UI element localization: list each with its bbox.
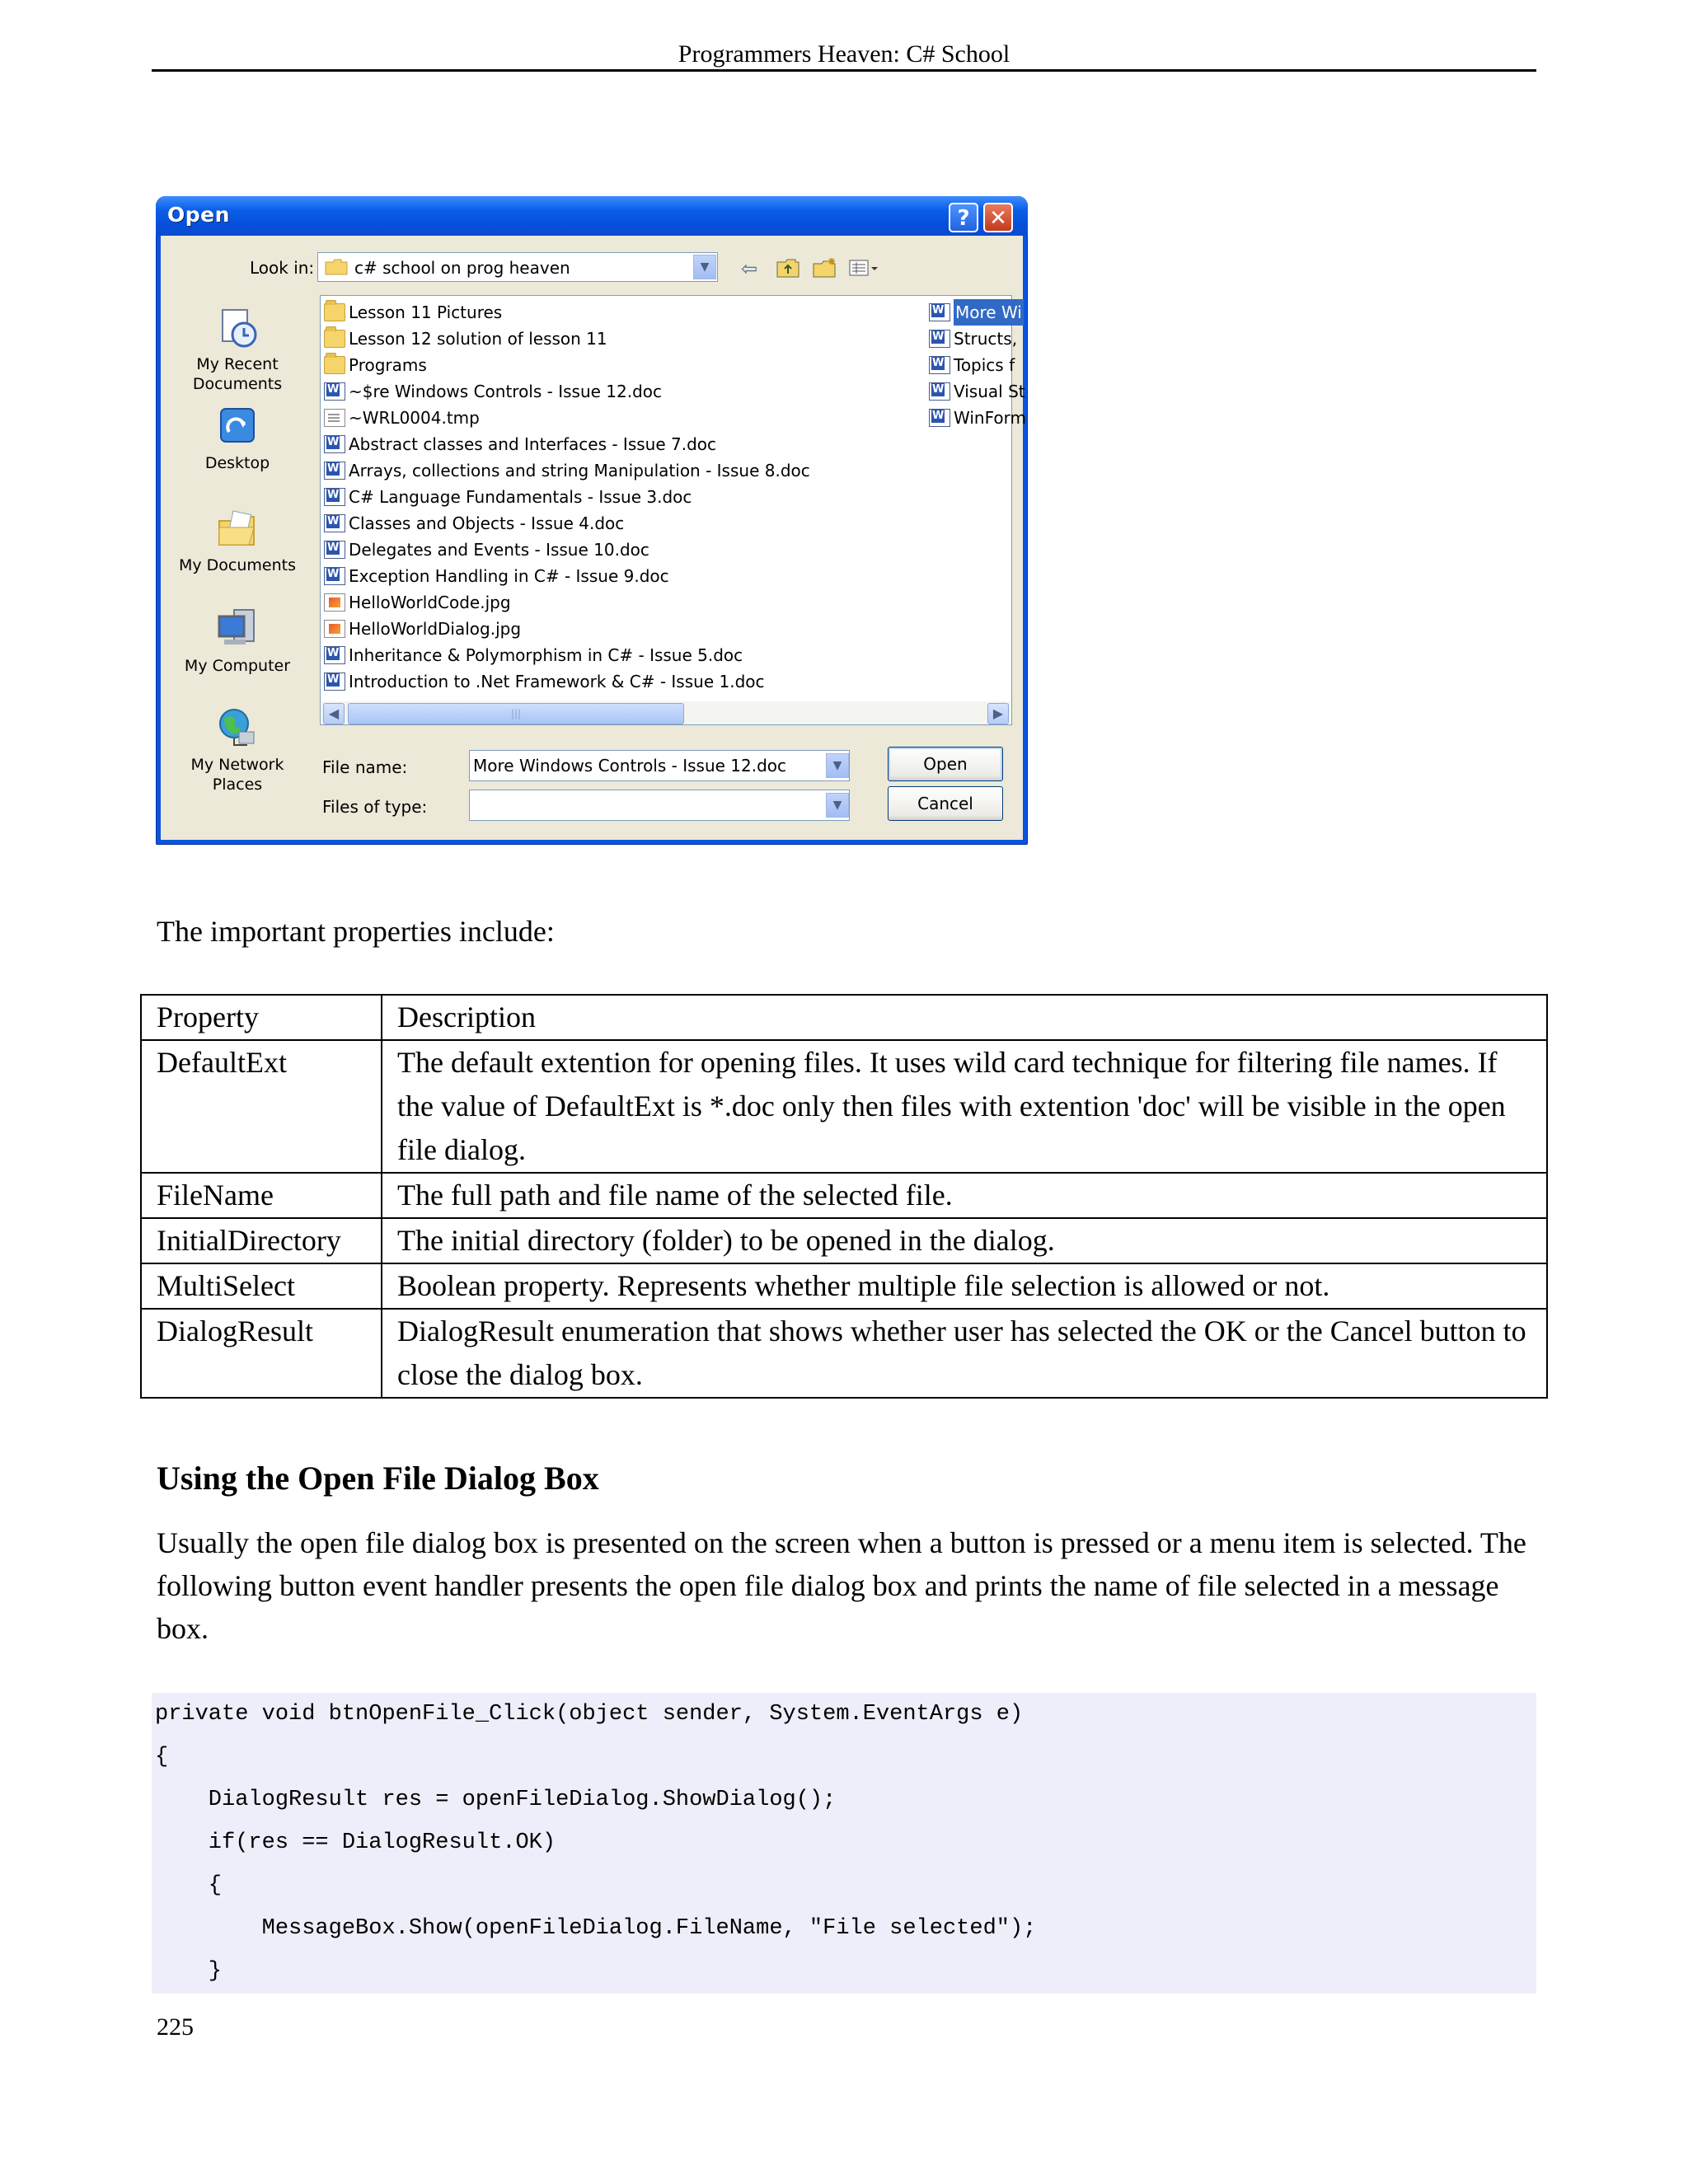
look-in-value: c# school on prog heaven xyxy=(354,258,570,278)
word-doc-icon xyxy=(324,673,345,691)
new-folder-icon[interactable] xyxy=(812,257,837,284)
file-list-item[interactable] xyxy=(324,642,743,668)
word-doc-icon xyxy=(929,330,950,348)
file-name-text: Arrays, collections and string Manipulation - Issue 8.doc xyxy=(349,461,810,480)
chevron-down-icon[interactable]: ▼ xyxy=(826,793,849,818)
property-name-cell: DialogResult xyxy=(141,1309,382,1398)
open-button[interactable]: Open xyxy=(888,747,1003,781)
code-line: MessageBox.Show(openFileDialog.FileName, "File selected"); xyxy=(155,1916,1037,1941)
views-menu-icon[interactable] xyxy=(848,257,879,284)
place-label: My Documents xyxy=(178,556,296,574)
help-button[interactable]: ? xyxy=(949,203,978,232)
file-name-text: Visual St xyxy=(954,382,1025,401)
code-line: private void btnOpenFile_Click(object sender, System.EventArgs e) xyxy=(155,1702,1024,1727)
dialog-body xyxy=(161,236,1026,840)
property-name-cell: FileName xyxy=(141,1173,382,1218)
table-row xyxy=(141,1218,1547,1263)
place-label: Desktop xyxy=(204,454,270,472)
word-doc-icon xyxy=(324,488,345,506)
property-description-cell: Boolean property. Represents whether multiple file selection is allowed or not. xyxy=(382,1263,1547,1309)
running-header: Programmers Heaven: C# School xyxy=(678,40,1010,68)
network-globe-icon xyxy=(214,705,260,752)
file-name-text: Structs, xyxy=(954,329,1018,349)
file-list-item[interactable] xyxy=(929,378,1025,405)
table-header-cell: Property xyxy=(141,995,382,1040)
usage-paragraph: Usually the open file dialog box is presented on the screen when a button is pressed or a menu item is selected. The following button event handler presents the open file dialog box and prints the name of file selected in a message box. xyxy=(157,1526,1526,1645)
file-list-item[interactable] xyxy=(324,326,607,352)
property-description-cell: The full path and file name of the selected file. xyxy=(382,1173,1547,1218)
places-my-computer[interactable] xyxy=(176,607,299,676)
jpg-image-icon xyxy=(324,593,345,612)
dialog-titlebar xyxy=(156,196,1028,236)
file-name-text: HelloWorldDialog.jpg xyxy=(349,619,522,639)
file-list-item[interactable] xyxy=(324,589,511,616)
selected-file-name: More Wi xyxy=(954,299,1024,326)
file-name-text: HelloWorldCode.jpg xyxy=(349,593,511,612)
file-list-item[interactable] xyxy=(929,405,1026,431)
folder-icon xyxy=(324,303,345,321)
property-name-cell: DefaultExt xyxy=(141,1040,382,1173)
word-doc-icon xyxy=(929,409,950,427)
word-doc-icon xyxy=(324,646,345,664)
table-header-row xyxy=(141,995,1547,1040)
look-in-label: Look in: xyxy=(250,258,315,278)
header-rule xyxy=(152,69,1536,72)
word-doc-icon xyxy=(324,514,345,532)
file-list-item[interactable] xyxy=(324,510,624,537)
word-doc-icon xyxy=(929,303,950,321)
file-name-text: Lesson 11 Pictures xyxy=(349,302,503,322)
place-label: My Network Places xyxy=(190,756,284,794)
file-list-item[interactable] xyxy=(324,352,427,378)
file-name-text: C# Language Fundamentals - Issue 3.doc xyxy=(349,487,692,507)
code-line: { xyxy=(155,1873,223,1898)
file-name-text: Lesson 12 solution of lesson 11 xyxy=(349,329,607,349)
code-line: DialogResult res = openFileDialog.ShowDialog(); xyxy=(155,1788,837,1812)
property-name-cell: MultiSelect xyxy=(141,1263,382,1309)
code-block xyxy=(152,1693,1536,1994)
tmp-file-icon xyxy=(324,409,345,427)
desktop-icon xyxy=(214,404,260,450)
open-file-dialog xyxy=(156,196,1028,845)
table-row xyxy=(141,1040,1547,1173)
folder-icon xyxy=(325,259,348,275)
folder-icon xyxy=(324,330,345,348)
file-list-item[interactable] xyxy=(324,668,765,695)
code-line: { xyxy=(155,1745,169,1769)
chevron-down-icon[interactable]: ▼ xyxy=(693,255,716,279)
table-row xyxy=(141,1173,1547,1218)
section-heading: Using the Open File Dialog Box xyxy=(157,1460,599,1497)
scroll-left-icon[interactable]: ◀ xyxy=(323,703,345,724)
property-description-cell: The initial directory (folder) to be opened in the dialog. xyxy=(382,1218,1547,1263)
property-description-cell: DialogResult enumeration that shows whether user has selected the OK or the Cancel button to close the dialog box. xyxy=(382,1309,1547,1398)
table-row xyxy=(141,1263,1547,1309)
files-of-type-dropdown[interactable] xyxy=(469,790,850,821)
word-doc-icon xyxy=(324,567,345,585)
horizontal-scrollbar[interactable] xyxy=(321,701,1010,724)
place-label: My Recent Documents xyxy=(192,355,283,393)
file-name-label: File name: xyxy=(322,757,408,777)
look-in-dropdown[interactable] xyxy=(317,252,718,282)
page-number: 225 xyxy=(157,2013,194,2041)
file-list-item[interactable] xyxy=(324,563,669,589)
my-documents-folder-icon xyxy=(214,506,260,552)
intro-paragraph: The important properties include: xyxy=(157,915,555,948)
file-name-text: ~WRL0004.tmp xyxy=(349,408,480,428)
file-list-item[interactable] xyxy=(324,616,521,642)
cancel-button[interactable]: Cancel xyxy=(888,786,1003,821)
word-doc-icon xyxy=(929,356,950,374)
file-list[interactable] xyxy=(320,295,1026,725)
recent-documents-icon xyxy=(214,305,260,351)
file-name-text: Topics f xyxy=(954,355,1015,375)
places-my-documents[interactable] xyxy=(176,506,299,575)
word-doc-icon xyxy=(324,382,345,401)
properties-table xyxy=(140,994,1548,1399)
dialog-title: Open xyxy=(167,203,230,227)
scroll-right-icon[interactable]: ▶ xyxy=(987,703,1009,724)
computer-icon xyxy=(214,607,260,653)
file-name-text: Abstract classes and Interfaces - Issue 7.doc xyxy=(349,434,717,454)
file-list-item[interactable] xyxy=(929,326,1018,352)
file-name-text: Exception Handling in C# - Issue 9.doc xyxy=(349,566,669,586)
word-doc-icon xyxy=(324,541,345,559)
file-list-item[interactable] xyxy=(324,405,480,431)
code-line: } xyxy=(155,1959,223,1984)
file-name-text: Inheritance & Polymorphism in C# - Issue 5.doc xyxy=(349,645,743,665)
file-name-text: WinForm xyxy=(954,408,1026,428)
property-name-cell: InitialDirectory xyxy=(141,1218,382,1263)
chevron-down-icon[interactable]: ▼ xyxy=(826,753,849,778)
property-description-cell: The default extention for opening files. It uses wild card technique for filtering file names. If the value of DefaultExt is *.doc only then files with extention 'doc' will be visible in the open file dialog. xyxy=(382,1040,1547,1173)
file-list-item[interactable] xyxy=(929,352,1015,378)
table-row xyxy=(141,1309,1547,1398)
scrollbar-thumb[interactable]: ||| xyxy=(348,703,684,724)
file-name-input[interactable] xyxy=(469,750,850,781)
file-name-text: ~$re Windows Controls - Issue 12.doc xyxy=(349,382,663,401)
file-list-item[interactable] xyxy=(324,484,692,510)
files-of-type-label: Files of type: xyxy=(322,797,428,817)
file-name-text: Introduction to .Net Framework & C# - Issue 1.doc xyxy=(349,672,765,691)
file-list-item[interactable] xyxy=(324,537,649,563)
file-list-item[interactable] xyxy=(324,378,662,405)
places-desktop[interactable] xyxy=(176,404,299,473)
folder-icon xyxy=(324,356,345,374)
code-line: if(res == DialogResult.OK) xyxy=(155,1830,556,1855)
places-my-recent-documents[interactable] xyxy=(176,305,299,394)
word-doc-icon xyxy=(324,462,345,480)
table-header-cell: Description xyxy=(382,995,1547,1040)
places-my-network-places[interactable] xyxy=(176,705,299,794)
file-list-item[interactable] xyxy=(929,299,1022,326)
file-list-item[interactable] xyxy=(324,299,502,326)
place-label: My Computer xyxy=(184,657,291,675)
word-doc-icon xyxy=(929,382,950,401)
close-button[interactable]: ✕ xyxy=(983,203,1013,232)
file-list-item[interactable] xyxy=(324,431,716,457)
file-name-text: Delegates and Events - Issue 10.doc xyxy=(349,540,649,560)
file-name-text: Programs xyxy=(349,355,427,375)
up-folder-icon[interactable] xyxy=(776,257,800,284)
word-doc-icon xyxy=(324,435,345,453)
file-name-text: Classes and Objects - Issue 4.doc xyxy=(349,513,625,533)
file-list-item[interactable] xyxy=(324,457,810,484)
jpg-image-icon xyxy=(324,620,345,638)
file-name-value: More Windows Controls - Issue 12.doc xyxy=(473,756,787,776)
back-arrow-icon[interactable]: ⇦ xyxy=(741,257,758,280)
